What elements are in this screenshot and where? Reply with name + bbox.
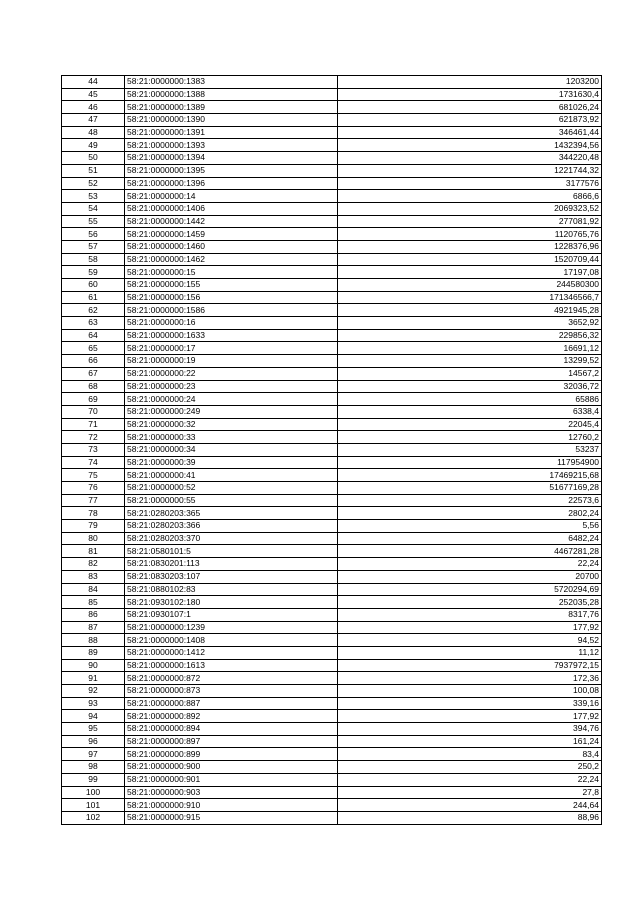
value-cell: 11,12 [338,646,602,659]
cadastral-number-cell: 58:21:0000000:901 [125,773,338,786]
value-cell: 22573,6 [338,494,602,507]
row-number-cell: 92 [62,685,125,698]
value-cell: 53237 [338,443,602,456]
table-row [62,558,602,571]
cadastral-number-cell: 58:21:0000000:33 [125,431,338,444]
table-row [62,126,602,139]
row-number-cell: 90 [62,659,125,672]
row-number-cell: 53 [62,190,125,203]
table-row [62,634,602,647]
cadastral-number-cell: 58:21:0000000:1460 [125,240,338,253]
value-cell: 172,36 [338,672,602,685]
value-cell: 65886 [338,393,602,406]
row-number-cell: 83 [62,570,125,583]
table-row [62,456,602,469]
row-number-cell: 62 [62,304,125,317]
value-cell: 4467281,28 [338,545,602,558]
cadastral-number-cell: 58:21:0000000:915 [125,811,338,824]
value-cell: 1228376,96 [338,240,602,253]
table-row [62,164,602,177]
table-row [62,583,602,596]
cadastral-number-cell: 58:21:0930107:1 [125,608,338,621]
cadastral-number-cell: 58:21:0000000:1394 [125,152,338,165]
row-number-cell: 101 [62,799,125,812]
value-cell: 250,2 [338,761,602,774]
cadastral-number-cell: 58:21:0880102:83 [125,583,338,596]
table-row [62,355,602,368]
value-cell: 3652,92 [338,317,602,330]
value-cell: 8317,76 [338,608,602,621]
table-row [62,304,602,317]
table-row [62,418,602,431]
cadastral-number-cell: 58:21:0000000:1459 [125,228,338,241]
row-number-cell: 79 [62,520,125,533]
row-number-cell: 95 [62,723,125,736]
value-cell: 94,52 [338,634,602,647]
row-number-cell: 55 [62,215,125,228]
row-number-cell: 96 [62,735,125,748]
table-row [62,202,602,215]
cadastral-number-cell: 58:21:0000000:1633 [125,329,338,342]
cadastral-number-cell: 58:21:0000000:872 [125,672,338,685]
row-number-cell: 47 [62,114,125,127]
cadastral-number-cell: 58:21:0000000:892 [125,710,338,723]
row-number-cell: 91 [62,672,125,685]
cadastral-number-cell: 58:21:0000000:910 [125,799,338,812]
table-row [62,646,602,659]
table-row [62,291,602,304]
value-cell: 83,4 [338,748,602,761]
table-row [62,659,602,672]
value-cell: 7937972,15 [338,659,602,672]
table-row [62,773,602,786]
cadastral-number-cell: 58:21:0000000:1389 [125,101,338,114]
row-number-cell: 75 [62,469,125,482]
row-number-cell: 89 [62,646,125,659]
cadastral-number-cell: 58:21:0000000:22 [125,367,338,380]
row-number-cell: 94 [62,710,125,723]
cadastral-number-cell: 58:21:0580101:5 [125,545,338,558]
table-row [62,177,602,190]
value-cell: 394,76 [338,723,602,736]
cadastral-number-cell: 58:21:0000000:14 [125,190,338,203]
row-number-cell: 84 [62,583,125,596]
value-cell: 12760,2 [338,431,602,444]
value-cell: 339,16 [338,697,602,710]
cadastral-number-cell: 58:21:0000000:19 [125,355,338,368]
table-row [62,240,602,253]
row-number-cell: 93 [62,697,125,710]
table-row [62,266,602,279]
cadastral-number-cell: 58:21:0000000:903 [125,786,338,799]
cadastral-number-cell: 58:21:0000000:899 [125,748,338,761]
cadastral-number-cell: 58:21:0000000:1406 [125,202,338,215]
table-row [62,317,602,330]
table-row [62,685,602,698]
cadastral-number-cell: 58:21:0000000:887 [125,697,338,710]
row-number-cell: 72 [62,431,125,444]
row-number-cell: 66 [62,355,125,368]
table-row [62,380,602,393]
row-number-cell: 68 [62,380,125,393]
table-row [62,532,602,545]
cadastral-number-cell: 58:21:0000000:1412 [125,646,338,659]
value-cell: 17469215,68 [338,469,602,482]
value-cell: 1203200 [338,76,602,89]
cadastral-number-cell: 58:21:0000000:1613 [125,659,338,672]
value-cell: 3177576 [338,177,602,190]
cadastral-number-cell: 58:21:0000000:1586 [125,304,338,317]
table-row [62,431,602,444]
row-number-cell: 61 [62,291,125,304]
value-cell: 681026,24 [338,101,602,114]
row-number-cell: 46 [62,101,125,114]
cadastral-number-cell: 58:21:0000000:55 [125,494,338,507]
row-number-cell: 87 [62,621,125,634]
value-cell: 22,24 [338,773,602,786]
table-body [62,76,602,825]
value-cell: 17197,08 [338,266,602,279]
value-cell: 4921945,28 [338,304,602,317]
row-number-cell: 52 [62,177,125,190]
cadastral-number-cell: 58:21:0000000:249 [125,405,338,418]
row-number-cell: 58 [62,253,125,266]
table-row [62,215,602,228]
value-cell: 5720294,69 [338,583,602,596]
value-cell: 100,08 [338,685,602,698]
table-row [62,799,602,812]
table-row [62,228,602,241]
value-cell: 2802,24 [338,507,602,520]
table-row [62,608,602,621]
cadastral-number-cell: 58:21:0000000:1388 [125,88,338,101]
cadastral-number-cell: 58:21:0830203:107 [125,570,338,583]
cadastral-number-cell: 58:21:0000000:156 [125,291,338,304]
cadastral-number-cell: 58:21:0000000:15 [125,266,338,279]
value-cell: 22045,4 [338,418,602,431]
value-cell: 229856,32 [338,329,602,342]
row-number-cell: 71 [62,418,125,431]
cadastral-number-cell: 58:21:0000000:155 [125,279,338,292]
value-cell: 621873,92 [338,114,602,127]
value-cell: 6482,24 [338,532,602,545]
table-row [62,76,602,89]
value-cell: 244,64 [338,799,602,812]
row-number-cell: 45 [62,88,125,101]
table-row [62,342,602,355]
table-row [62,748,602,761]
value-cell: 6338,4 [338,405,602,418]
cadastral-number-cell: 58:21:0000000:32 [125,418,338,431]
table-row [62,735,602,748]
table-row [62,621,602,634]
value-cell: 1520709,44 [338,253,602,266]
table-row [62,367,602,380]
table-row [62,88,602,101]
value-cell: 346461,44 [338,126,602,139]
table-row [62,469,602,482]
table-row [62,786,602,799]
row-number-cell: 97 [62,748,125,761]
table-row [62,152,602,165]
row-number-cell: 86 [62,608,125,621]
row-number-cell: 60 [62,279,125,292]
table-row [62,329,602,342]
cadastral-number-cell: 58:21:0280203:370 [125,532,338,545]
table-row [62,520,602,533]
table-row [62,545,602,558]
table-row [62,253,602,266]
value-cell: 32036,72 [338,380,602,393]
row-number-cell: 85 [62,596,125,609]
row-number-cell: 59 [62,266,125,279]
row-number-cell: 81 [62,545,125,558]
cadastral-number-cell: 58:21:0000000:1391 [125,126,338,139]
table-row [62,761,602,774]
table-row [62,114,602,127]
cadastral-number-cell: 58:21:0000000:1396 [125,177,338,190]
cadastral-number-cell: 58:21:0000000:900 [125,761,338,774]
table-row [62,139,602,152]
cadastral-number-cell: 58:21:0000000:1393 [125,139,338,152]
row-number-cell: 57 [62,240,125,253]
row-number-cell: 77 [62,494,125,507]
value-cell: 2069323,52 [338,202,602,215]
value-cell: 88,96 [338,811,602,824]
table-row [62,482,602,495]
table-row [62,494,602,507]
row-number-cell: 98 [62,761,125,774]
row-number-cell: 73 [62,443,125,456]
table-row [62,697,602,710]
table-row [62,811,602,824]
cadastral-number-cell: 58:21:0000000:1408 [125,634,338,647]
cadastral-number-cell: 58:21:0280203:365 [125,507,338,520]
table-row [62,710,602,723]
value-cell: 1731630,4 [338,88,602,101]
row-number-cell: 51 [62,164,125,177]
table-row [62,279,602,292]
value-cell: 27,8 [338,786,602,799]
table-row [62,405,602,418]
cadastral-number-cell: 58:21:0000000:39 [125,456,338,469]
row-number-cell: 50 [62,152,125,165]
value-cell: 1120765,76 [338,228,602,241]
cadastral-value-table [61,75,602,825]
row-number-cell: 102 [62,811,125,824]
cadastral-number-cell: 58:21:0000000:34 [125,443,338,456]
value-cell: 117954900 [338,456,602,469]
cadastral-number-cell: 58:21:0000000:41 [125,469,338,482]
value-cell: 13299,52 [338,355,602,368]
value-cell: 177,92 [338,621,602,634]
row-number-cell: 76 [62,482,125,495]
table-row [62,570,602,583]
row-number-cell: 64 [62,329,125,342]
table-row [62,190,602,203]
row-number-cell: 63 [62,317,125,330]
cadastral-number-cell: 58:21:0000000:1442 [125,215,338,228]
value-cell: 22,24 [338,558,602,571]
row-number-cell: 44 [62,76,125,89]
row-number-cell: 80 [62,532,125,545]
value-cell: 171346566,7 [338,291,602,304]
table-row [62,672,602,685]
value-cell: 20700 [338,570,602,583]
row-number-cell: 48 [62,126,125,139]
value-cell: 252035,28 [338,596,602,609]
value-cell: 1432394,56 [338,139,602,152]
row-number-cell: 74 [62,456,125,469]
cadastral-number-cell: 58:21:0000000:1462 [125,253,338,266]
cadastral-number-cell: 58:21:0000000:16 [125,317,338,330]
cadastral-number-cell: 58:21:0830201:113 [125,558,338,571]
row-number-cell: 82 [62,558,125,571]
table-row [62,101,602,114]
value-cell: 14567,2 [338,367,602,380]
value-cell: 16691,12 [338,342,602,355]
value-cell: 6866,6 [338,190,602,203]
table-row [62,596,602,609]
value-cell: 1221744,32 [338,164,602,177]
value-cell: 51677169,28 [338,482,602,495]
cadastral-number-cell: 58:21:0000000:894 [125,723,338,736]
value-cell: 277081,92 [338,215,602,228]
cadastral-number-cell: 58:21:0000000:1383 [125,76,338,89]
cadastral-number-cell: 58:21:0000000:1390 [125,114,338,127]
row-number-cell: 70 [62,405,125,418]
row-number-cell: 56 [62,228,125,241]
value-cell: 5,56 [338,520,602,533]
table-row [62,723,602,736]
table-row [62,393,602,406]
table-row [62,443,602,456]
cadastral-number-cell: 58:21:0000000:23 [125,380,338,393]
row-number-cell: 69 [62,393,125,406]
cadastral-number-cell: 58:21:0280203:366 [125,520,338,533]
table-row [62,507,602,520]
row-number-cell: 100 [62,786,125,799]
row-number-cell: 54 [62,202,125,215]
row-number-cell: 88 [62,634,125,647]
cadastral-number-cell: 58:21:0930102:180 [125,596,338,609]
row-number-cell: 49 [62,139,125,152]
cadastral-number-cell: 58:21:0000000:873 [125,685,338,698]
cadastral-number-cell: 58:21:0000000:1239 [125,621,338,634]
row-number-cell: 99 [62,773,125,786]
row-number-cell: 65 [62,342,125,355]
cadastral-number-cell: 58:21:0000000:17 [125,342,338,355]
value-cell: 344220,48 [338,152,602,165]
row-number-cell: 67 [62,367,125,380]
cadastral-number-cell: 58:21:0000000:52 [125,482,338,495]
cadastral-number-cell: 58:21:0000000:1395 [125,164,338,177]
value-cell: 161,24 [338,735,602,748]
cadastral-number-cell: 58:21:0000000:24 [125,393,338,406]
row-number-cell: 78 [62,507,125,520]
value-cell: 177,92 [338,710,602,723]
value-cell: 244580300 [338,279,602,292]
cadastral-number-cell: 58:21:0000000:897 [125,735,338,748]
